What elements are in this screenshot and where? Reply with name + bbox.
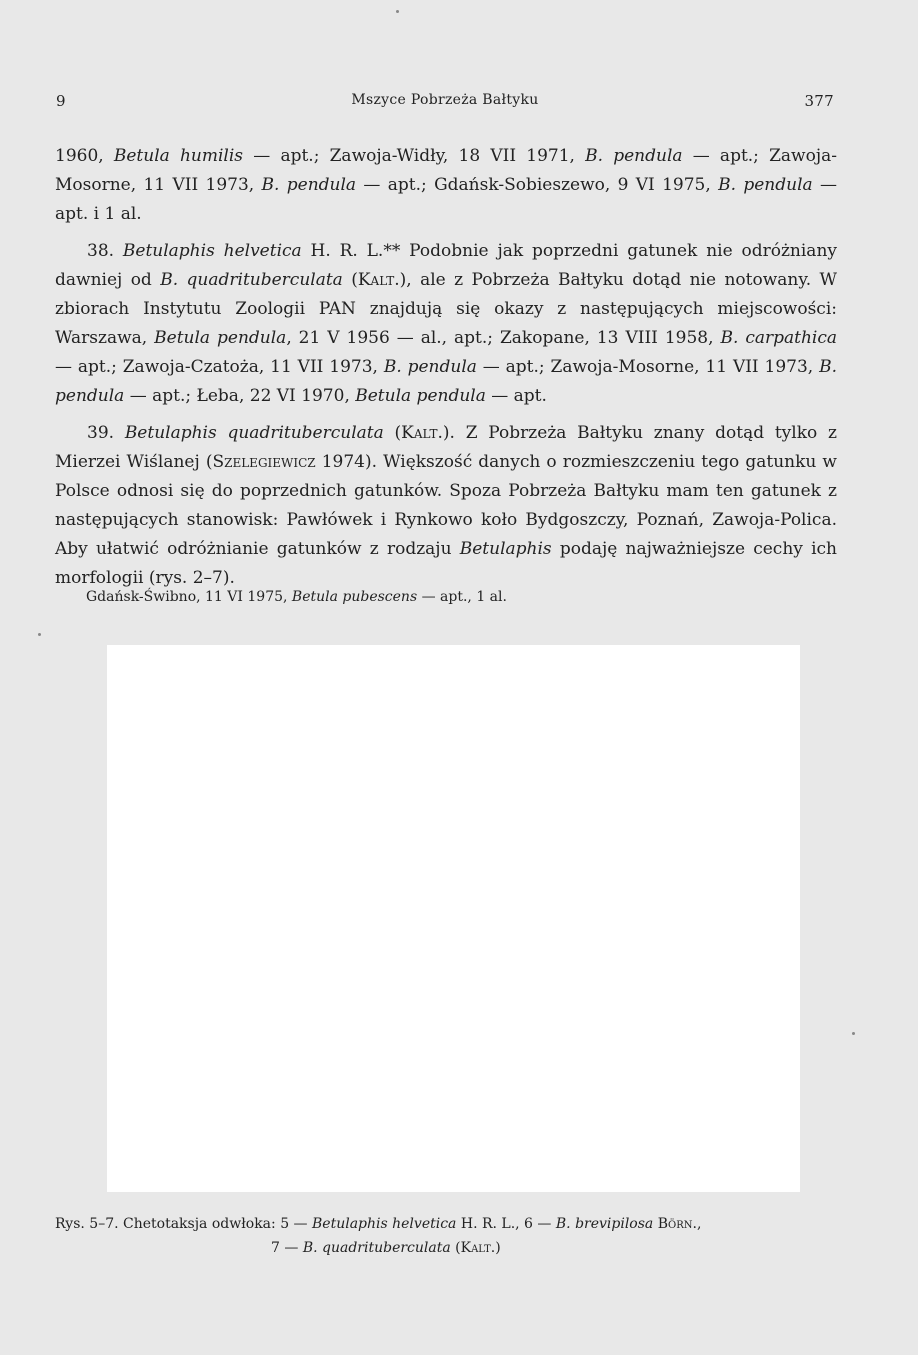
page-number-left: 9 [56, 92, 66, 110]
paragraph-species-39: 39. Betulaphis quadrituberculata (Kalt.). Z Pobrzeża Bałtyku znany dotąd tylko z Mierzei Wiślanej (Szelegiewicz 1974). Większość danych o rozmieszczeniu tego gatunku w Polsce odnosi się do poprzednich gatunków. Spoza Pobrzeża Bałtyku mam ten gatunek z następujących stanowisk: Pawłówek i Rynkowo koło Bydgoszczy, Poznań, Zawoja-Polica. Aby ułatwić odróżnianie gatunków z rodzaju Betulaphis podaję najważniejsze cechy ich morfologii (rys. 2–7). [55, 423, 838, 588]
scan-speck [38, 633, 41, 636]
record-note: Gdańsk-Świbno, 11 VI 1975, Betula pubescens — apt., 1 al. [86, 589, 507, 605]
figure-placeholder [107, 645, 800, 1192]
page-number-right: 377 [804, 92, 834, 110]
page-header [56, 92, 834, 116]
body-text [55, 142, 837, 593]
scan-speck [396, 10, 399, 13]
running-title: Mszyce Pobrzeża Bałtyku [351, 92, 539, 108]
caption-line-2: 7 — B. quadrituberculata (Kalt.) [271, 1240, 501, 1256]
caption-line-1: Rys. 5–7. Chetotaksja odwłoka: 5 — Betulaphis helvetica H. R. L., 6 — B. brevipilosa Börn., [55, 1216, 702, 1232]
paragraph-1960-records: 1960, Betula humilis — apt.; Zawoja-Widły, 18 VII 1971, B. pendula — apt.; Zawoja-Mosorne, 11 VII 1973, B. pendula — apt.; Gdańsk-Sobieszewo, 9 VI 1975, B. pendula — apt. i 1 al. [55, 146, 837, 224]
paragraph-species-38: 38. Betulaphis helvetica H. R. L.** Podobnie jak poprzedni gatunek nie odróżniany dawniej od B. quadrituberculata (Kalt.), ale z Pobrzeża Bałtyku dotąd nie notowany. W zbiorach Instytutu Zoologii PAN znajdują się okazy z następujących miejscowości: Warszawa, Betula pendula, 21 V 1956 — al., apt.; Zakopane, 13 VIII 1958, B. carpathica — apt.; Zawoja-Czatoża, 11 VII 1973, B. pendula — apt.; Zawoja-Mosorne, 11 VII 1973, B. pendula — apt.; Łeba, 22 VI 1970, Betula pendula — apt. [55, 241, 838, 406]
figure-caption [55, 1212, 845, 1260]
scan-speck [852, 1032, 855, 1035]
